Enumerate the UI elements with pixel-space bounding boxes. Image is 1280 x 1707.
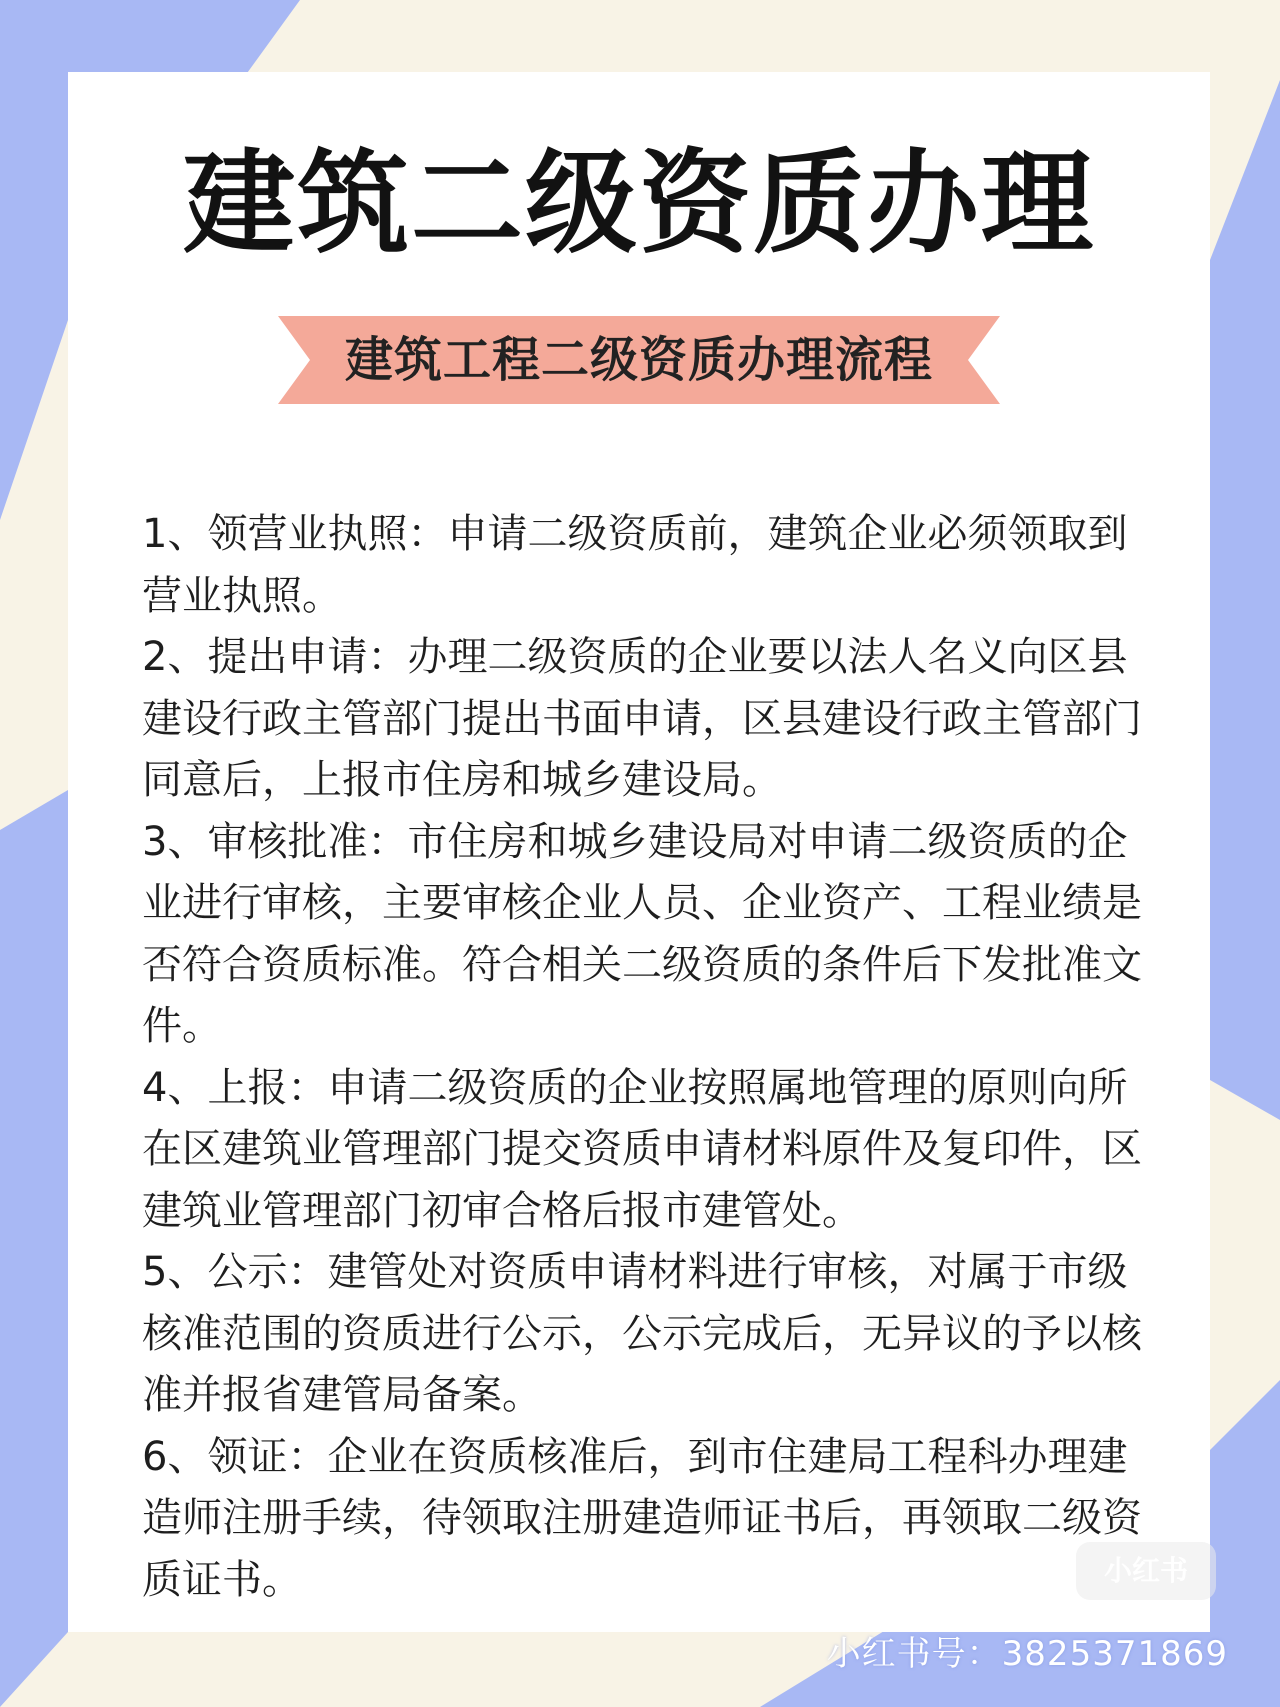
section-ribbon — [278, 316, 1000, 404]
section-subtitle: 建筑工程二级资质办理流程 — [344, 332, 933, 388]
steps-list — [142, 504, 1142, 1611]
step-item-5: 5、公示：建管处对资质申请材料进行审核，对属于市级核准范围的资质进行公示，公示完成后，无异议的予以核准并报省建管局备案。 — [142, 1249, 1142, 1418]
step-item-3: 3、审核批准：市住房和城乡建设局对申请二级资质的企业进行审核，主要审核企业人员、企业资产、工程业绩是否符合资质标准。符合相关二级资质的条件后下发批准文件。 — [142, 818, 1142, 1049]
step-item-4: 4、上报：申请二级资质的企业按照属地管理的原则向所在区建筑业管理部门提交资质申请材料原件及复印件，区建筑业管理部门初审合格后报市建管处。 — [142, 1064, 1142, 1234]
step-item-6: 6、领证：企业在资质核准后，到市住建局工程科办理建造师注册手续，待领取注册建造师证书后，再领取二级资质证书。 — [142, 1433, 1142, 1603]
content-card — [68, 72, 1210, 1632]
page-title: 建筑二级资质办理 — [183, 138, 1095, 269]
blue-shape-left — [0, 790, 68, 1707]
step-item-1: 1、领营业执照：申请二级资质前，建筑企业必须领取到营业执照。 — [142, 511, 1128, 619]
watermark-logo: 小红书 — [1076, 1542, 1216, 1600]
watermark-account-id: 小红书号：3825371869 — [826, 1634, 1228, 1674]
step-item-2: 2、提出申请：办理二级资质的企业要以法人名义向区县建设行政主管部门提出书面申请，区县建设行政主管部门同意后，上报市住房和城乡建设局。 — [142, 634, 1142, 803]
blue-shape-right — [1210, 80, 1280, 1120]
